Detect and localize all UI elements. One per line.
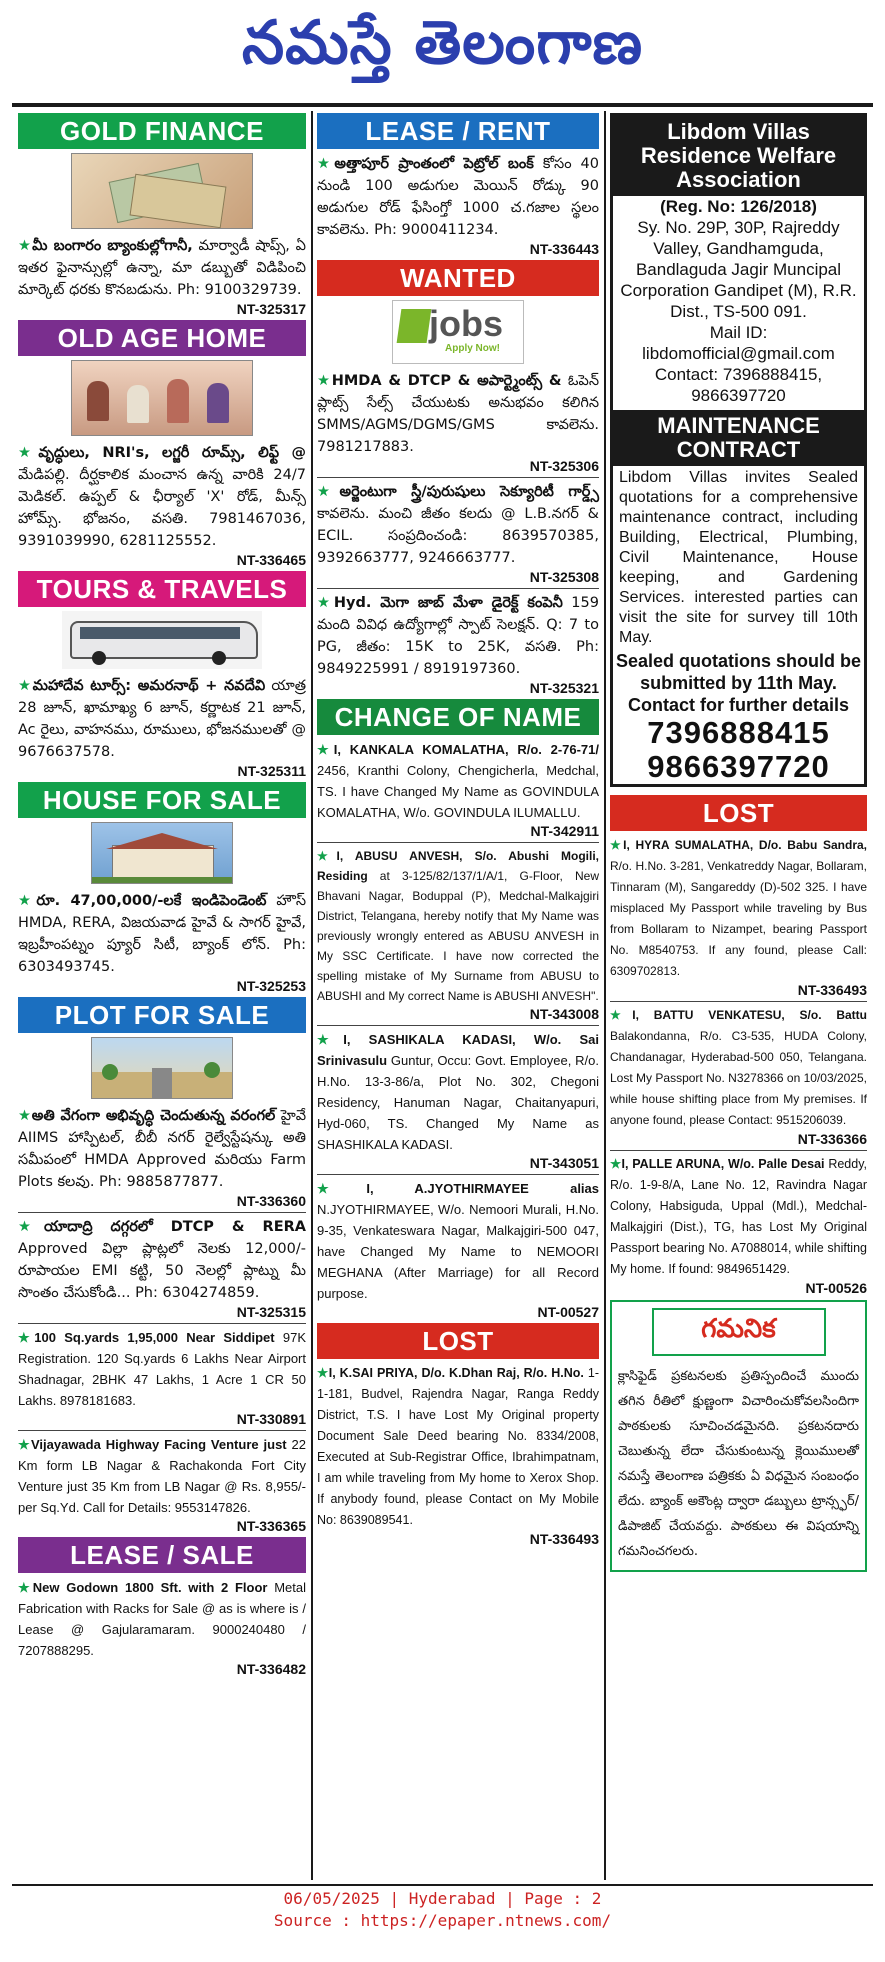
star-icon: ★	[18, 678, 33, 694]
divider	[18, 1323, 306, 1324]
plot-ad-3: ★100 Sq.yards 1,95,000 Near Siddipet 97K Registration. 120 Sq.yards 6 Lakhs Near Airport Shadnagar, 2BHK 47 Lakhs, 1 Acre 1 CR 50 Lakhs. 8978181683.	[18, 1330, 306, 1408]
ad-code: NT-325315	[236, 1304, 306, 1320]
column-divider	[311, 111, 313, 1880]
ad-code: NT-336366	[797, 1131, 867, 1147]
star-icon: ★	[18, 1330, 35, 1345]
star-icon: ★	[610, 1008, 633, 1022]
name-change-ad-4: ★I, A.JYOTHIRMAYEE alias N.JYOTHIRMAYEE, W/o. Nemoori Murali, H.No. 9-35, Venkateswara Nagar, Malkajgiri-500 047, have Changed My Name to NEMOORI MEGHANA (After Marriage) for all Record purpose.	[317, 1181, 600, 1301]
star-icon: ★	[317, 1181, 367, 1196]
divider	[317, 477, 599, 478]
star-icon: ★	[317, 373, 332, 389]
villas-contact: Contact: 7396888415, 9866397720	[654, 365, 823, 405]
villas-title: Libdom Villas Residence Welfare Association	[613, 116, 864, 196]
wanted-ad-1: ★HMDA & DTCP & అపార్ట్మెంట్స్ & ఓపెన్ ప్లాట్స్ సేల్స్ చేయుటకు అనుభవం కలిగిన SMMS/AGMS/DGMS/GMS కావలెను. 7981217883.	[317, 373, 599, 455]
divider	[18, 1430, 306, 1431]
further-details-text: Contact for further details	[627, 695, 850, 715]
ad-code: NT-336360	[236, 1193, 306, 1209]
ad-code: NT-343051	[529, 1155, 599, 1171]
ad-code: NT-336493	[797, 982, 867, 998]
ad-code: NT-336365	[236, 1518, 306, 1534]
lost-ad-3: ★I, PALLE ARUNA, W/o. Palle Desai Reddy, R/o. 1-9-8/A, Lane No. 12, Ravindra Nagar Colony, Habsiguda, Uppal (Mdl.), Medchal-Malkajgiri (Dist.), TG, has Lost My Original Passport bearing No. A7088014, while shifting My home. If found: 9849651429.	[610, 1157, 867, 1276]
gold-finance-ad: ★మీ బంగారం బ్యాంకుల్లోగానీ, మార్వాడీ షాప్స్, ఏ ఇతర ఫైనాన్సుల్లో ఉన్నా, మా డబ్బుతో విడిపించి మార్కెట్ ధరకు కొనబడును. Ph: 9100329739.	[18, 238, 306, 298]
star-icon: ★	[18, 893, 37, 909]
column-3	[610, 113, 867, 1880]
plot-ad-4: ★Vijayawada Highway Facing Venture just 22 Km form LB Nagar & Rachakonda Fort City Venture just 35 Km from LB Nagar @ Rs. 8,955/- per Sq.Yd. Call for Details: 9553147826.	[18, 1437, 307, 1515]
lost-heading: LOST	[317, 1323, 599, 1359]
ad-code: NT-342911	[530, 823, 599, 839]
change-of-name-heading: CHANGE OF NAME	[317, 699, 599, 735]
star-icon: ★	[317, 156, 335, 172]
villas-mail: libdomofficial@gmail.com	[642, 344, 835, 363]
money-hand-image	[71, 153, 253, 229]
house-for-sale-ad: ★రూ. 47,00,000/-లకే ఇండిపెండెంట్ హౌస్ HMDA, RERA, విజయవాడ హైవే & సాగర్ హైవే, ఇబ్రహీంపట్నం ప్యూర్ సిటీ, బ్యాంక్ లోన్. Ph: 6303493745.	[18, 893, 307, 975]
villas-reg: (Reg. No: 126/2018)	[660, 197, 817, 216]
star-icon: ★	[317, 1032, 344, 1047]
gold-finance-heading: GOLD FINANCE	[18, 113, 306, 149]
star-icon: ★	[18, 238, 33, 254]
lost-heading: LOST	[610, 795, 867, 831]
wanted-ad-2: ★అర్జెంటుగా స్త్రీ/పురుషులు సెక్యూరిటీ గార్డ్స్ కావలెను. మంచి జీతం కలదు @ L.B.నగర్ & ECIL. సంప్రదించండి: 8639570385, 9392663777, 9246663777.	[317, 484, 599, 566]
libdom-villas-ad	[610, 113, 867, 787]
ad-code: NT-325321	[529, 680, 599, 696]
footer-date-line: 06/05/2025 | Hyderabad | Page : 2	[283, 1889, 602, 1908]
divider	[18, 1212, 306, 1213]
notice-heading: గమనిక	[652, 1308, 826, 1356]
ad-code: NT-330891	[236, 1411, 306, 1427]
ad-code: NT-336482	[236, 1661, 306, 1677]
tours-travels-ad: ★మహాదేవ టూర్స్: అమరనాథ్ + నవదేవి యాత్ర 28 జూన్, ఖామాఖ్య 6 జూన్, కర్ణాటక 21 జూన్, Ac రైలు, వాహనము, రూములు, భోజనములతో @ 9676637578.	[18, 678, 306, 760]
star-icon: ★	[317, 1366, 329, 1380]
lost-ad-1: ★I, HYRA SUMALATHA, D/o. Babu Sandra, R/o. H.No. 3-281, Venkatreddy Nagar, Bollaram, Tinnaram (M), Sangareddy (D)-502 325. I have misplaced My Passport while traveling by Bus from Bollaram to Nizampet, bearing Passport No. M8540753. If any found, please Call: 6309702813.	[610, 838, 867, 978]
wanted-ad-3: ★Hyd. మెగా జాబ్ మేళా డైరెక్ట్ కంపెనీ 159 మంది వివిధ ఉద్యోగాల్లో స్పాట్ సెలక్షన్. Q: 7 to PG, జీతం: 15K to 25K, వసతి. Ph: 9849225991 / 8919197360.	[317, 595, 599, 677]
ad-code: NT-325306	[529, 458, 599, 474]
plot-for-sale-heading: PLOT FOR SALE	[18, 997, 306, 1033]
star-icon: ★	[18, 1580, 33, 1595]
masthead	[0, 0, 885, 100]
wanted-heading: WANTED	[317, 260, 599, 296]
star-icon: ★	[317, 849, 337, 863]
old-age-home-image	[71, 360, 253, 436]
tours-travels-heading: TOURS & TRAVELS	[18, 571, 306, 607]
star-icon: ★	[317, 484, 340, 500]
ad-code: NT-336443	[529, 241, 599, 257]
column-divider	[604, 111, 606, 1880]
ad-code: NT-336493	[529, 1531, 599, 1547]
old-age-home-heading: OLD AGE HOME	[18, 320, 306, 356]
star-icon: ★	[317, 742, 334, 757]
star-icon: ★	[317, 595, 334, 611]
house-for-sale-heading: HOUSE FOR SALE	[18, 782, 306, 818]
notice-text: క్లాసిఫైడ్ ప్రకటనలకు ప్రతిస్పందించే ముందు తగిన రీతిలో క్షుణ్ణంగా విచారించుకోవలసిందిగా పాఠకులకు సూచించడమైనది. ప్రకటనదారు చెబుతున్న లేదా చేసుకుంటున్న క్లెయిములతో నమస్తే తెలంగాణ పత్రికకు ఏ విధమైన సంబంధం లేదు. బ్యాంక్ అకౌంట్ల ద్వారా డబ్బులు ట్రాన్స్ఫర్/డిపాజిట్ చేయవద్దు. పాఠకులు ఈ విషయాన్ని గమనించగలరు.	[618, 1369, 859, 1559]
divider	[610, 1150, 867, 1151]
plot-ad-1: ★అతి వేగంగా అభివృద్ధి చెందుతున్న వరంగల్ హైవే AIIMS హాస్పిటల్, బీబీ నగర్ రైల్వేస్టేషన్కు అతి సమీపంలో HMDA Approved మరియు Farm Plots కలవు. Ph: 9885877877.	[18, 1108, 307, 1190]
maintenance-contract-text: Libdom Villas invites Sealed quotations for a comprehensive maintenance contract, including Building, Electrical, Plumbing, Civil Maintenance, House keeping, and Gardening Services. interested parties can visit the site for survey till 10th May.	[619, 469, 858, 646]
bus-image	[62, 611, 262, 669]
lease-rent-heading: LEASE / RENT	[317, 113, 599, 149]
lost-ad: ★I, K.SAI PRIYA, D/o. K.Dhan Raj, R/o. H.No. 1-1-181, Budvel, Rajendra Nagar, Ranga Reddy District, T.S. I have Lost My Original property Document Sale Deed bearing No. 8334/2008, Executed at Sub-Registrar Office, Ibrahimpatnam, I am while traveling from My home to Xerox Shop. If anybody found, please Contact on My Mobile No: 8639089541.	[317, 1366, 599, 1527]
sealed-quotations-text: Sealed quotations should be submitted by 11th May.	[615, 651, 862, 693]
ad-code: NT-00526	[805, 1280, 867, 1296]
villas-mail-label: Mail ID:	[709, 323, 768, 342]
divider	[317, 588, 599, 589]
name-change-ad-1: ★I, KANKALA KOMALATHA, R/o. 2-76-71/ 2456, Kranthi Colony, Chengicherla, Medchal, TS. I have Changed My Name as GOVINDULA KOMALATHA, W/o. GOVINDULA ILUMALLU.	[317, 742, 600, 820]
page-footer	[0, 1888, 885, 1932]
star-icon: ★	[18, 1437, 31, 1452]
column-2	[317, 113, 599, 1880]
jobs-logo-tagline: Apply Now!	[445, 343, 500, 354]
star-icon: ★	[18, 1108, 32, 1124]
jobs-logo	[392, 300, 524, 364]
maintenance-contract-title: MAINTENANCE CONTRACT	[613, 410, 864, 466]
ad-code: NT-336465	[236, 552, 306, 568]
divider	[610, 1001, 867, 1002]
villas-address: Sy. No. 29P, 30P, Rajreddy Valley, Gandhamguda, Bandlaguda Jagir Muncipal Corporation Gandipet (M), R.R. Dist., TS-500 091.	[620, 218, 857, 321]
lost-ad-2: ★I, BATTU VENKATESU, S/o. Battu Balakondanna, R/o. C3-535, HUDA Colony, Chandanagar, Hyderabad-500 050, Telangana. Lost My Passport No. N3278366 on 10/03/2025, while house shifting place from My premises. If anyone found, please Contact: 9515206039.	[610, 1008, 867, 1127]
footer-source-line: Source : https://epaper.ntnews.com/	[273, 1911, 612, 1930]
star-icon: ★	[18, 445, 39, 461]
ad-code: NT-325308	[529, 569, 599, 585]
star-icon: ★	[610, 1157, 622, 1171]
divider	[317, 842, 599, 843]
ad-code: NT-00527	[537, 1304, 599, 1320]
ad-code: NT-325253	[236, 978, 306, 994]
lease-sale-heading: LEASE / SALE	[18, 1537, 306, 1573]
villas-phone-2: 9866397720	[647, 749, 830, 784]
divider	[317, 1174, 599, 1175]
name-change-ad-2: ★I, ABUSU ANVESH, S/o. Abushi Mogili, Residing at 3-125/82/137/1/A/1, G-Floor, New Bhavani Nagar, Boduppal (P), Medchal-Malkajgiri District, Telangana, hereby notify that My Name was previously wrongly entered as ABUSU ANVESH in My SSC Certificate. I have now corrected the spelling mistake of My Surname from ABUSU to ABUSHI and My correct Name is ABUSHI ANVESH".	[317, 849, 600, 1003]
star-icon: ★	[18, 1219, 44, 1235]
house-image	[91, 822, 233, 884]
ad-code: NT-325311	[237, 763, 306, 779]
newspaper-title: నమస్తే తెలంగాణ	[241, 8, 644, 78]
column-1	[18, 113, 306, 1880]
lease-sale-ad: ★New Godown 1800 Sft. with 2 Floor Metal Fabrication with Racks for Sale @ as is where is / Lease @ Gajularamaram. 9000240480 / 7207888295.	[18, 1580, 307, 1658]
jobs-logo-text: jobs	[429, 303, 504, 344]
classifieds-page	[12, 103, 873, 1886]
notice-box	[610, 1300, 867, 1572]
divider	[317, 1025, 599, 1026]
plot-ad-2: ★యాదాద్రి దగ్గరలో DTCP & RERA Approved విల్లా ప్లాట్లలో నెలకు 12,000/- రూపాయల EMI కట్టి, 50 నెలల్లో ప్లాట్ను మీ సొంతం చేసుకోండి... Ph: 6304274859.	[18, 1219, 306, 1301]
star-icon: ★	[610, 838, 624, 852]
old-age-home-ad: ★వృద్ధులు, NRI's, లగ్జరీ రూమ్స్, లిఫ్ట్ @ మేడిపల్లి. దీర్ఘకాలిక మంచాన ఉన్న వారికి 24/7 మెడికల్. ఉప్పల్ & ఛీర్యాల్ 'X' రోడ్, మీన్స్ హోమ్స్. భోజనం, వసతి. 7981467036, 9391039990, 6281125552.	[18, 445, 306, 549]
ad-code: NT-325317	[236, 301, 306, 317]
ad-code: NT-343008	[529, 1006, 599, 1022]
plot-image	[91, 1037, 233, 1099]
villas-phone-1: 7396888415	[647, 715, 830, 750]
name-change-ad-3: ★I, SASHIKALA KADASI, W/o. Sai Srinivasulu Guntur, Occu: Govt. Employee, R/o. H.No. 13-3-86/a, Plot No. 302, Chegoni Residency, Hanuman Nagar, Chaitanyapuri, Hyd-060, TS. Changed My Name as SHASHIKALA KADASI.	[317, 1032, 600, 1152]
lease-rent-ad: ★అత్తాపూర్ ప్రాంతంలో పెట్రోల్ బంక్ కోసం 40 నుండి 100 అడుగుల మెయిన్ రోడ్కు 90 అడుగుల రోడ్ ఫేసింగ్తో 1000 చ.గజాల స్థలం కావలెను. Ph: 9000411234.	[317, 156, 599, 238]
